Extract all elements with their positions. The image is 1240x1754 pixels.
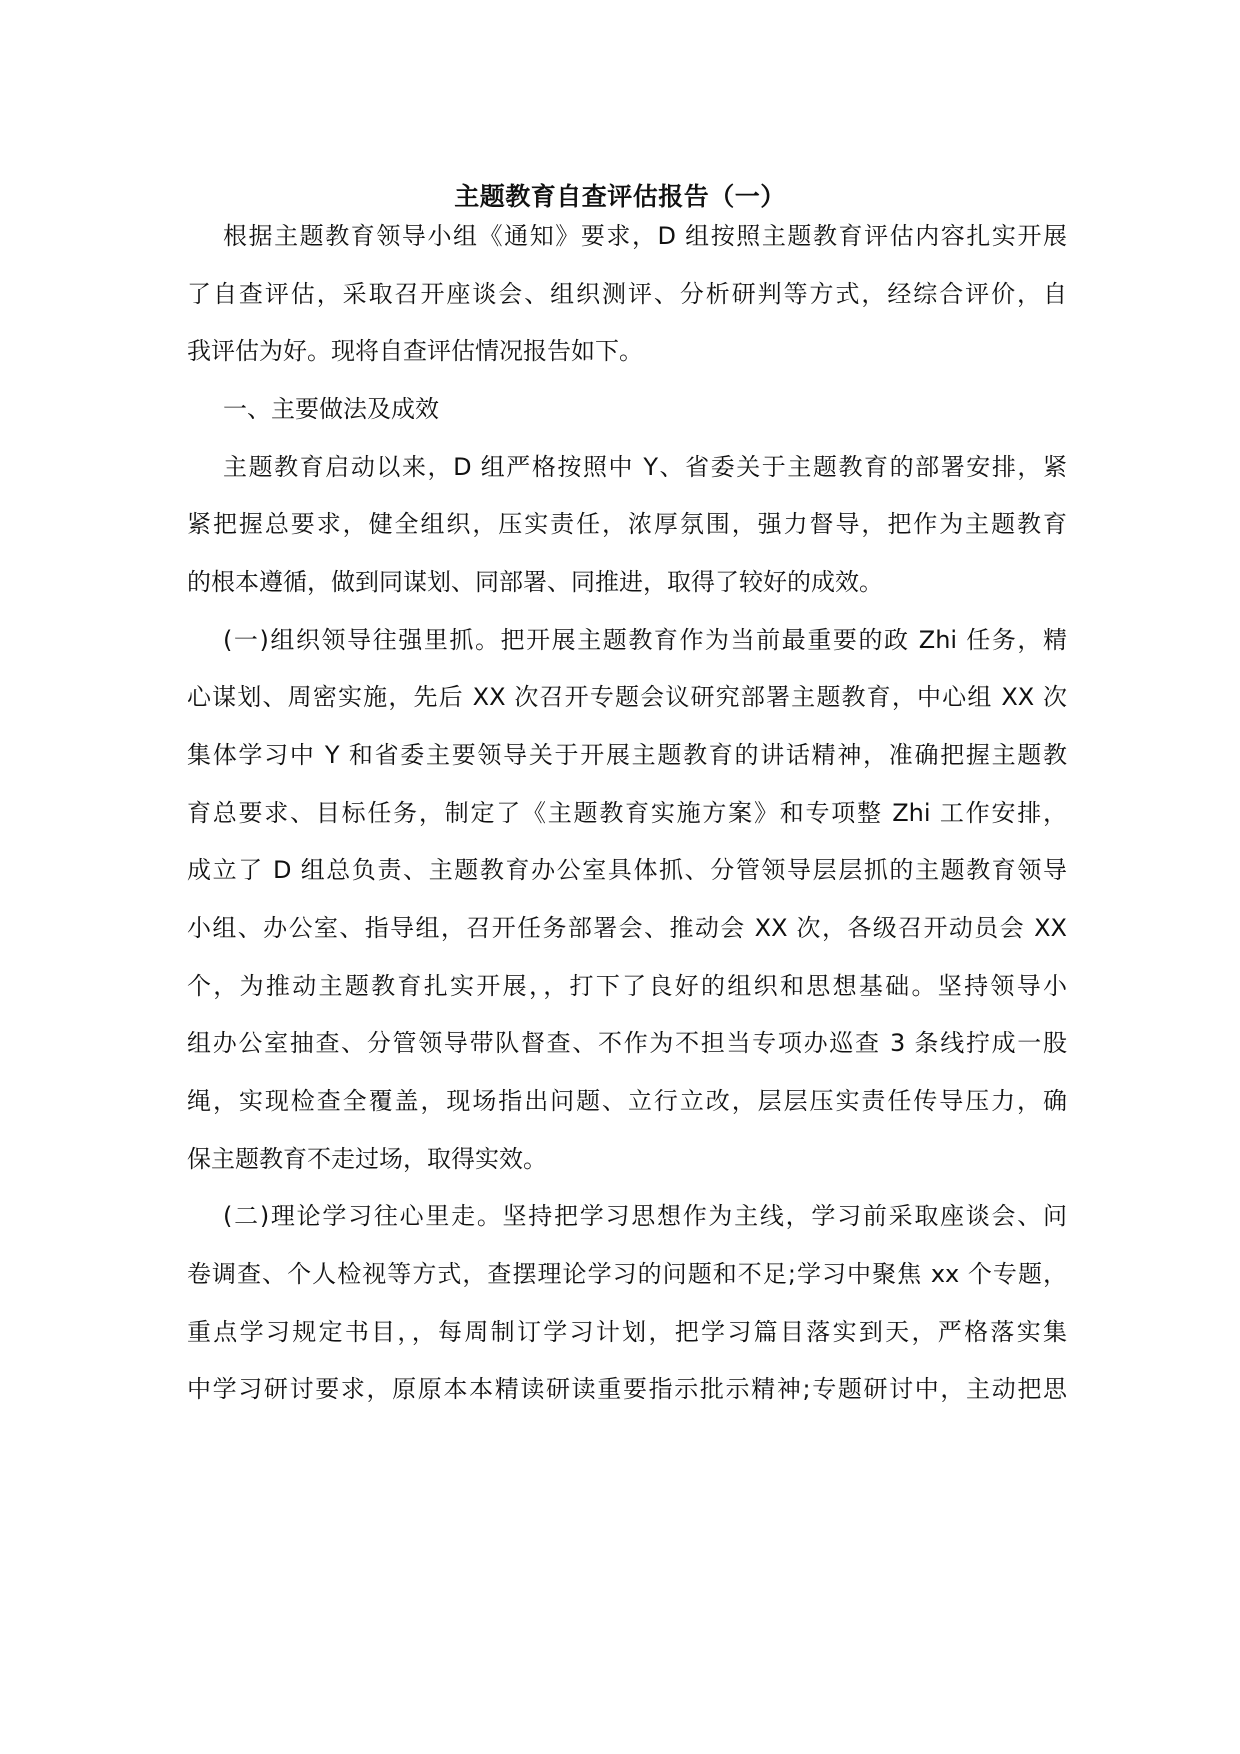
paragraph-line: 组办公室抽查、分管领导带队督查、不作为不担当专项办巡查 3 条线拧成一股 <box>187 1029 1067 1057</box>
paragraph-line: 绳，实现检查全覆盖，现场指出问题、立行立改，层层压实责任传导压力，确 <box>187 1087 1067 1115</box>
paragraph-line: 根据主题教育领导小组《通知》要求，D 组按照主题教育评估内容扎实开展 <box>223 222 1067 250</box>
document-title: 主题教育自查评估报告（一） <box>454 182 786 211</box>
paragraph-line: 集体学习中 Y 和省委主要领导关于开展主题教育的讲话精神，准确把握主题教 <box>187 741 1067 769</box>
paragraph-line: 育总要求、目标任务，制定了《主题教育实施方案》和专项整 Zhi 工作安排， <box>187 799 1067 827</box>
paragraph-line: 了自查评估，采取召开座谈会、组织测评、分析研判等方式，经综合评价，自 <box>187 280 1067 308</box>
paragraph-line: (一)组织领导往强里抓。把开展主题教育作为当前最重要的政 Zhi 任务，精 <box>223 626 1067 654</box>
paragraph-line: 中学习研讨要求，原原本本精读研读重要指示批示精神;专题研讨中，主动把思 <box>187 1375 1067 1403</box>
paragraph-line: 成立了 D 组总负责、主题教育办公室具体抓、分管领导层层抓的主题教育领导 <box>187 856 1067 884</box>
paragraph-line: 的根本遵循，做到同谋划、同部署、同推进，取得了较好的成效。 <box>187 568 883 596</box>
paragraph-line: 紧把握总要求，健全组织，压实责任，浓厚氛围，强力督导，把作为主题教育 <box>187 510 1067 538</box>
paragraph-line: 主题教育启动以来，D 组严格按照中 Y、省委关于主题教育的部署安排，紧 <box>223 453 1067 481</box>
paragraph-line: 重点学习规定书目，，每周制订学习计划，把学习篇目落实到天，严格落实集 <box>187 1318 1067 1346</box>
paragraph-line: 我评估为好。现将自查评估情况报告如下。 <box>187 337 643 365</box>
paragraph-line: 卷调查、个人检视等方式，查摆理论学习的问题和不足;学习中聚焦 xx 个专题， <box>187 1260 1067 1288</box>
paragraph-line: 心谋划、周密实施，先后 XX 次召开专题会议研究部署主题教育，中心组 XX 次 <box>187 683 1067 711</box>
paragraph-line: 保主题教育不走过场，取得实效。 <box>187 1145 547 1173</box>
paragraph-line: (二)理论学习往心里走。坚持把学习思想作为主线，学习前采取座谈会、问 <box>223 1202 1067 1230</box>
section-heading: 一、主要做法及成效 <box>223 395 439 423</box>
paragraph-line: 小组、办公室、指导组，召开任务部署会、推动会 XX 次，各级召开动员会 XX <box>187 914 1067 942</box>
paragraph-line: 个，为推动主题教育扎实开展，，打下了良好的组织和思想基础。坚持领导小 <box>187 972 1067 1000</box>
